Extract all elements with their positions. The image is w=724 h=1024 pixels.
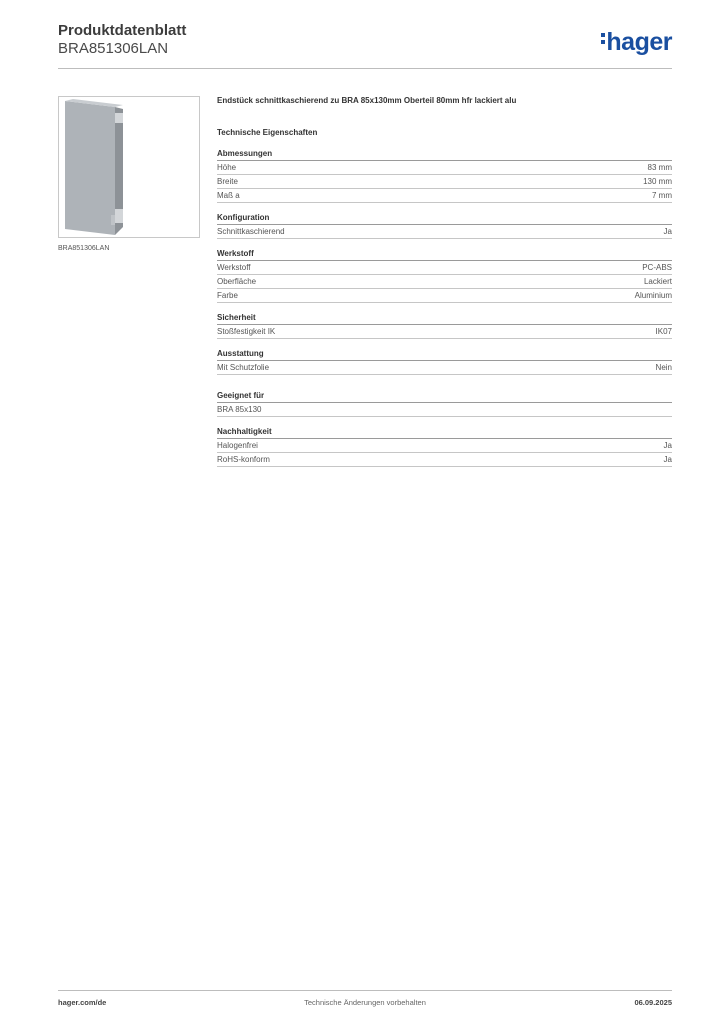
spec-label: Oberfläche [217,277,257,286]
header-divider [58,68,672,69]
spec-value: Lackiert [643,277,672,286]
spec-label: Maß a [217,191,240,200]
spec-row [217,325,672,339]
product-code: BRA851306LAN [58,40,169,57]
spec-section [217,213,672,239]
spec-label: Schnittkaschierend [217,227,285,236]
spec-label: Werkstoff [217,263,251,272]
spec-section [217,249,672,303]
spec-label: BRA 85x130 [217,405,262,414]
spec-label: Stoßfestigkeit IK [217,327,276,336]
spec-section [217,391,672,417]
spec-section [217,149,672,203]
spec-label: Breite [217,177,238,186]
section-title: Ausstattung [217,349,672,361]
spec-label: Halogenfrei [217,441,258,450]
spec-value: Ja [663,227,672,236]
footer-website-link[interactable]: hager.com/de [58,998,107,1007]
logo-text: hager [606,28,672,56]
section-title: Konfiguration [217,213,672,225]
spec-row [217,289,672,303]
spec-value: Ja [663,455,672,464]
section-title: Werkstoff [217,249,672,261]
spec-section [217,349,672,375]
document-title: Produktdatenblatt [58,22,187,39]
spec-row [217,225,672,239]
spec-value: PC-ABS [642,263,672,272]
spec-row [217,453,672,467]
page-header [58,22,672,58]
spec-section [217,313,672,339]
hager-logo [601,28,672,57]
spec-label: Farbe [217,291,238,300]
spec-value: 130 mm [643,177,672,186]
product-photo-icon [59,97,199,237]
spec-row [217,275,672,289]
spec-label: Mit Schutzfolie [217,363,270,372]
spec-section [217,427,672,467]
spec-label: RoHS-konform [217,455,270,464]
spec-row [217,361,672,375]
section-title: Nachhaltigkeit [217,427,672,439]
spec-row [217,439,672,453]
spec-value: Ja [663,441,672,450]
spec-value: IK07 [655,327,672,336]
spec-content [217,96,672,477]
tech-heading: Technische Eigenschaften [217,128,318,137]
spec-value: Nein [655,363,672,372]
spec-row [217,261,672,275]
spec-row [217,403,672,417]
footer-notice: Technische Änderungen vorbehalten [304,998,426,1007]
spec-value: Aluminium [634,291,672,300]
section-title: Abmessungen [217,149,672,161]
logo-dots-icon [601,30,605,47]
footer-divider [58,990,672,991]
product-description: Endstück schnittkaschierend zu BRA 85x130mm Oberteil 80mm hfr lackiert alu [217,96,517,105]
spec-label: Höhe [217,163,237,172]
section-title: Geeignet für [217,391,672,403]
spec-row [217,161,672,175]
product-image [58,96,200,238]
spec-row [217,175,672,189]
footer-date: 06.09.2025 [634,998,672,1007]
section-title: Sicherheit [217,313,672,325]
spec-value: 83 mm [647,163,672,172]
image-caption: BRA851306LAN [58,245,110,252]
spec-value: 7 mm [652,191,672,200]
spec-row [217,189,672,203]
